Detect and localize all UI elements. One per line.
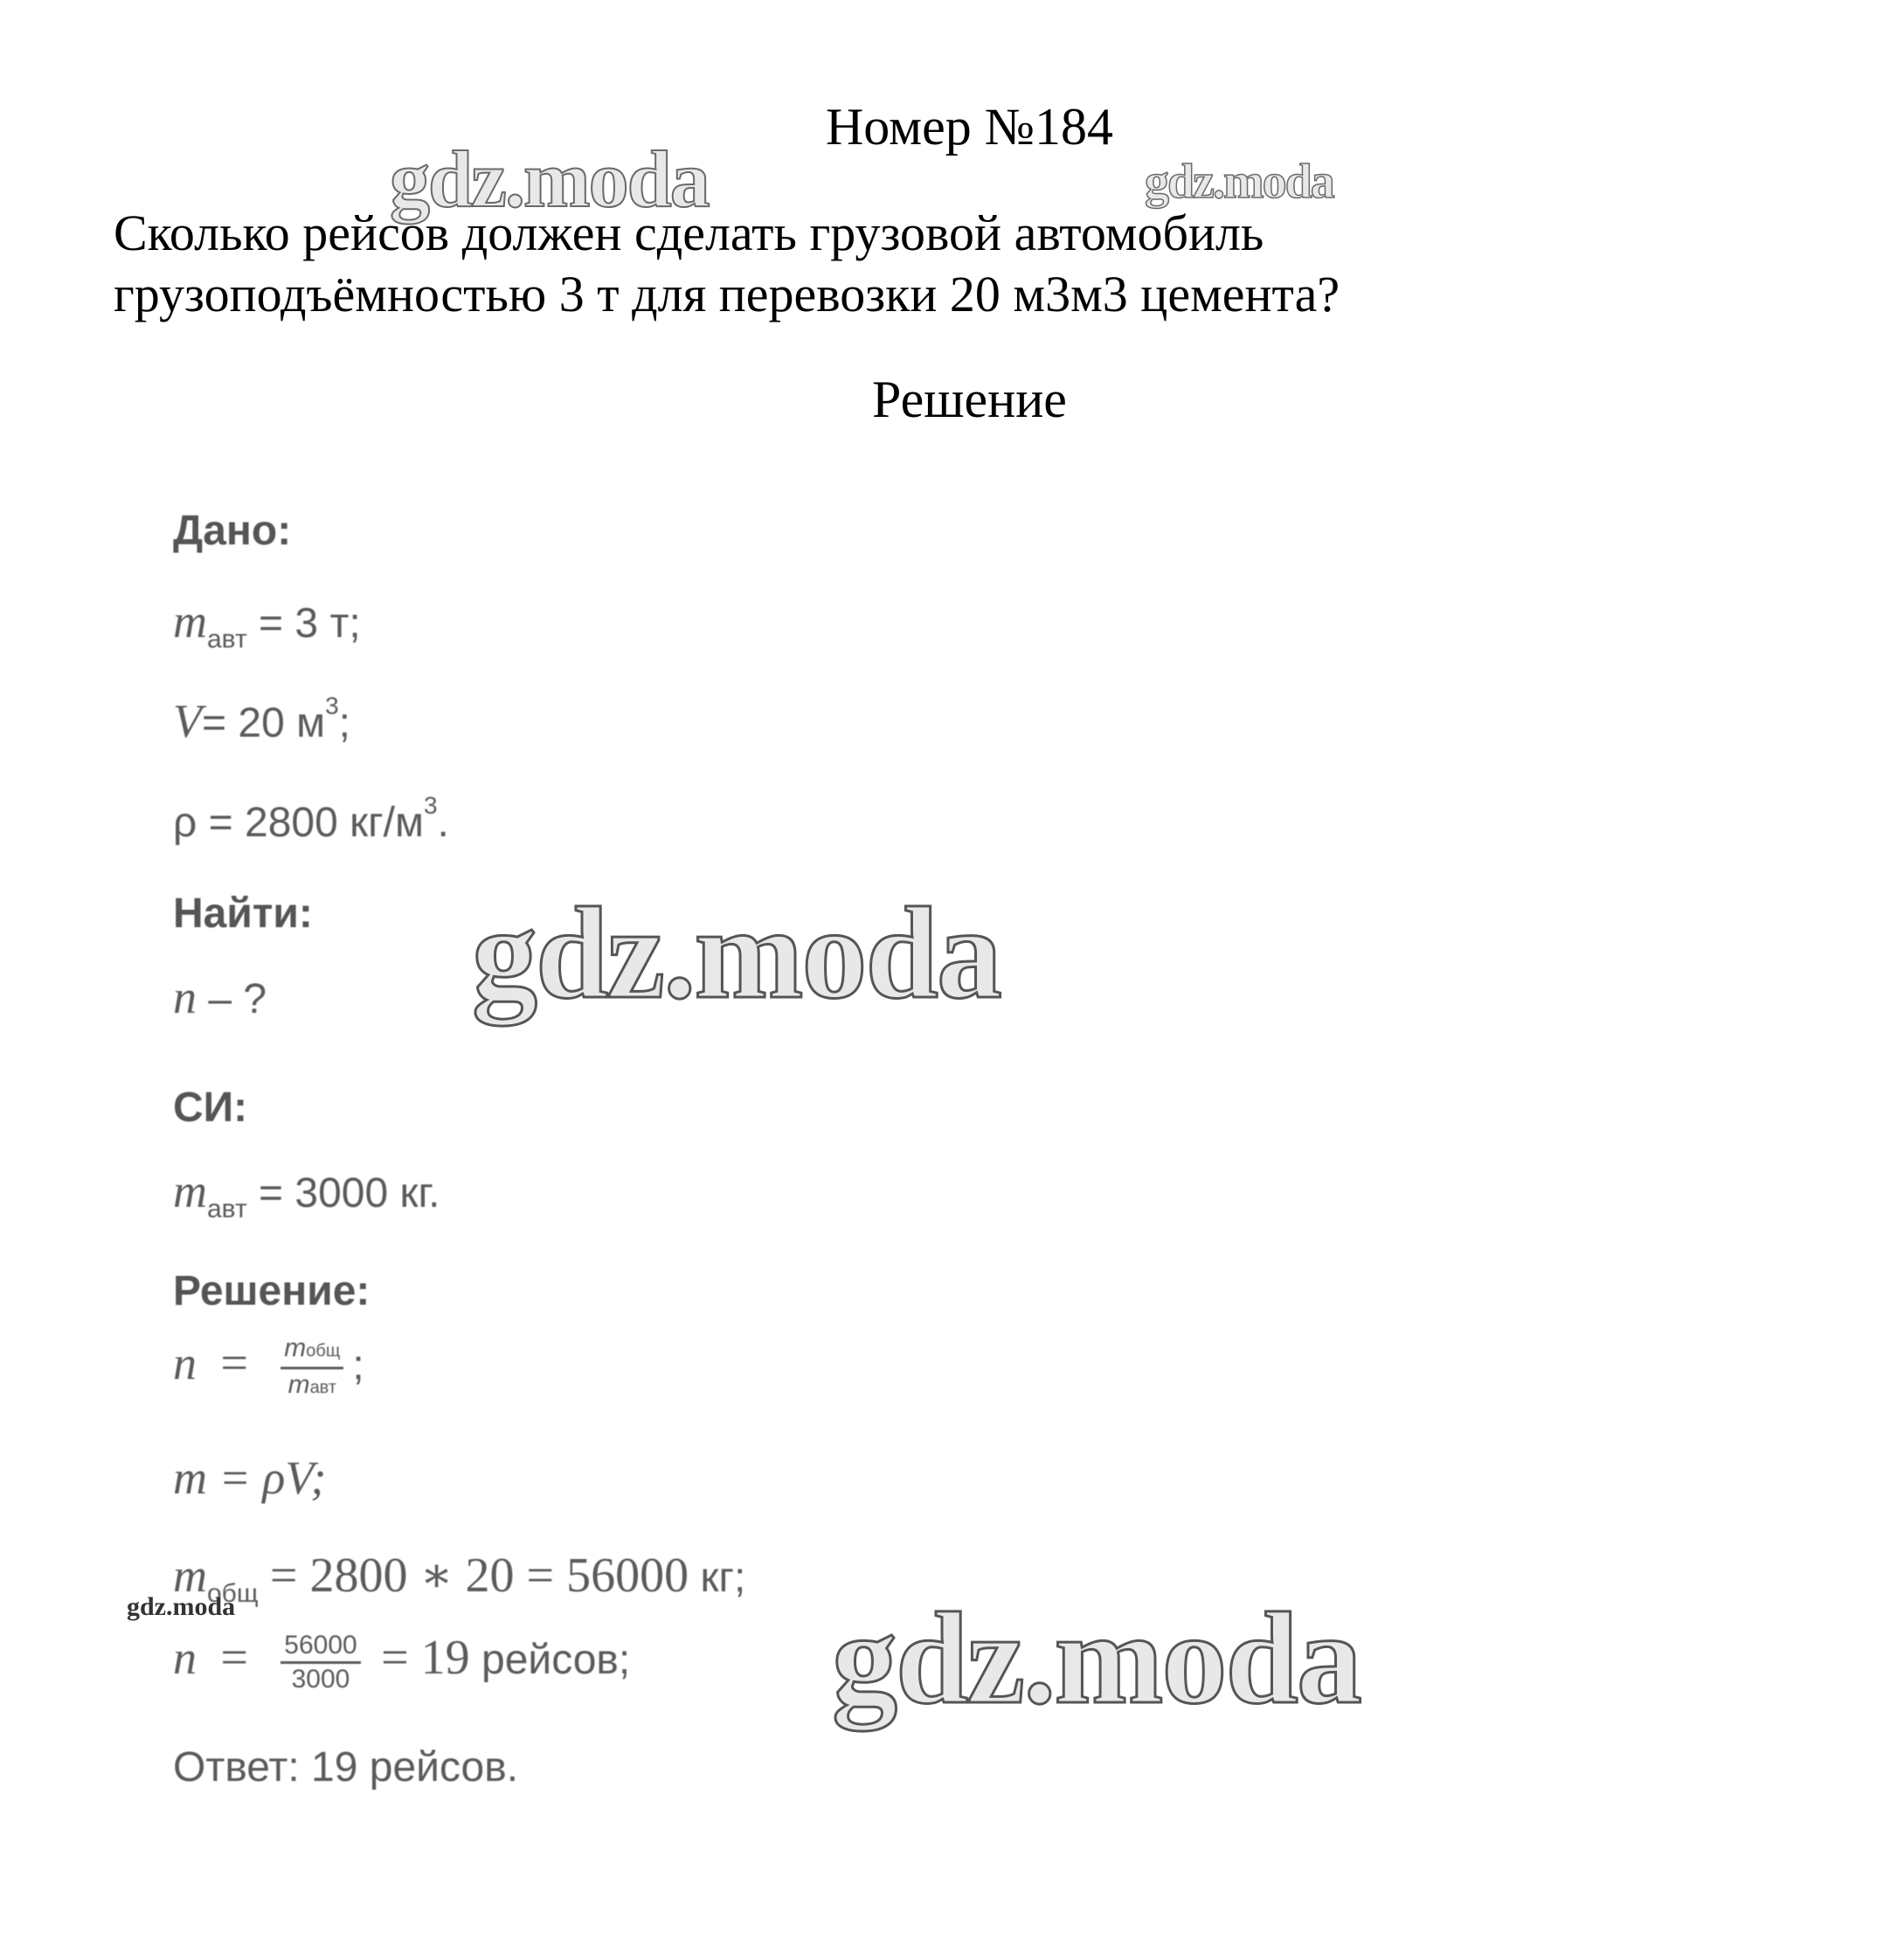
var-n: n: [173, 971, 197, 1023]
find-n: [173, 970, 267, 1024]
formula-mass-density: [173, 1451, 326, 1505]
given-mass-value: = 3 т;: [259, 600, 361, 647]
sub-total: общ: [207, 1579, 259, 1608]
density-exponent: 3: [423, 792, 438, 819]
solution-heading: Решение: [872, 371, 1067, 428]
fraction-denominator: 3000: [291, 1665, 350, 1694]
var-m: m: [173, 1165, 207, 1217]
given-label: Дано:: [173, 508, 292, 554]
watermark-logo: gdz.moda: [1145, 155, 1333, 209]
solution-label: Решение:: [173, 1268, 370, 1314]
var-m: m: [173, 1549, 207, 1602]
problem-line-2: грузоподъёмностью 3 т для перевозки 20 м3м3 цемента?: [114, 266, 1340, 322]
fraction-numerator: 56000: [280, 1630, 360, 1664]
given-volume-value: = 20 м: [202, 700, 326, 746]
si-mass-truck: [173, 1164, 440, 1224]
watermark-logo: gdz.moda: [472, 881, 1000, 1026]
formula-n-end: ;: [352, 1342, 364, 1389]
watermark-logo: gdz.moda: [127, 1592, 236, 1621]
volume-exponent: 3: [325, 692, 339, 719]
fraction-numerator: mобщ: [280, 1333, 343, 1369]
si-label: СИ:: [173, 1084, 248, 1131]
page-title: Номер №184: [825, 98, 1114, 156]
si-mass-value: = 3000 кг.: [259, 1170, 440, 1216]
fraction-mass: [280, 1333, 343, 1403]
fraction-denominator: mавт: [287, 1370, 337, 1399]
sub-avt: авт: [207, 625, 247, 654]
var-n: n: [173, 1337, 197, 1390]
trips-result: = 19: [381, 1631, 470, 1686]
sub-avt: авт: [207, 1195, 247, 1223]
find-label: Найти:: [173, 890, 313, 937]
var-n: n: [173, 1632, 197, 1685]
given-density-value: ρ = 2800 кг/м: [173, 800, 424, 846]
var-v: V: [173, 695, 202, 747]
trips-unit: рейсов;: [469, 1637, 631, 1684]
total-mass-expression: = 2800 ∗ 20 = 56000: [269, 1549, 689, 1603]
equals-sign: =: [220, 1631, 248, 1686]
formula-n-ratio: [173, 1333, 364, 1403]
given-mass-truck: [173, 594, 361, 655]
equals-sign: =: [220, 1336, 248, 1391]
total-mass-unit: кг;: [689, 1555, 746, 1601]
find-n-question: – ?: [197, 976, 267, 1022]
given-density-end: .: [437, 800, 449, 846]
fraction-trips: [280, 1630, 360, 1695]
given-volume-end: ;: [338, 700, 351, 746]
answer-line: Ответ: 19 рейсов.: [173, 1744, 519, 1791]
formula-m-rho-v: m = ρV;: [173, 1452, 327, 1504]
problem-line-1: Сколько рейсов должен сделать грузовой автомобиль: [114, 204, 1264, 261]
watermark-logo: gdz.moda: [390, 135, 709, 224]
formula-total-mass: [173, 1547, 745, 1609]
watermark-logo: gdz.moda: [832, 1586, 1360, 1731]
formula-trips: [173, 1630, 630, 1695]
var-m: m: [173, 595, 207, 648]
given-volume: [173, 692, 350, 748]
given-density: [173, 792, 449, 847]
problem-statement: [114, 203, 1774, 325]
